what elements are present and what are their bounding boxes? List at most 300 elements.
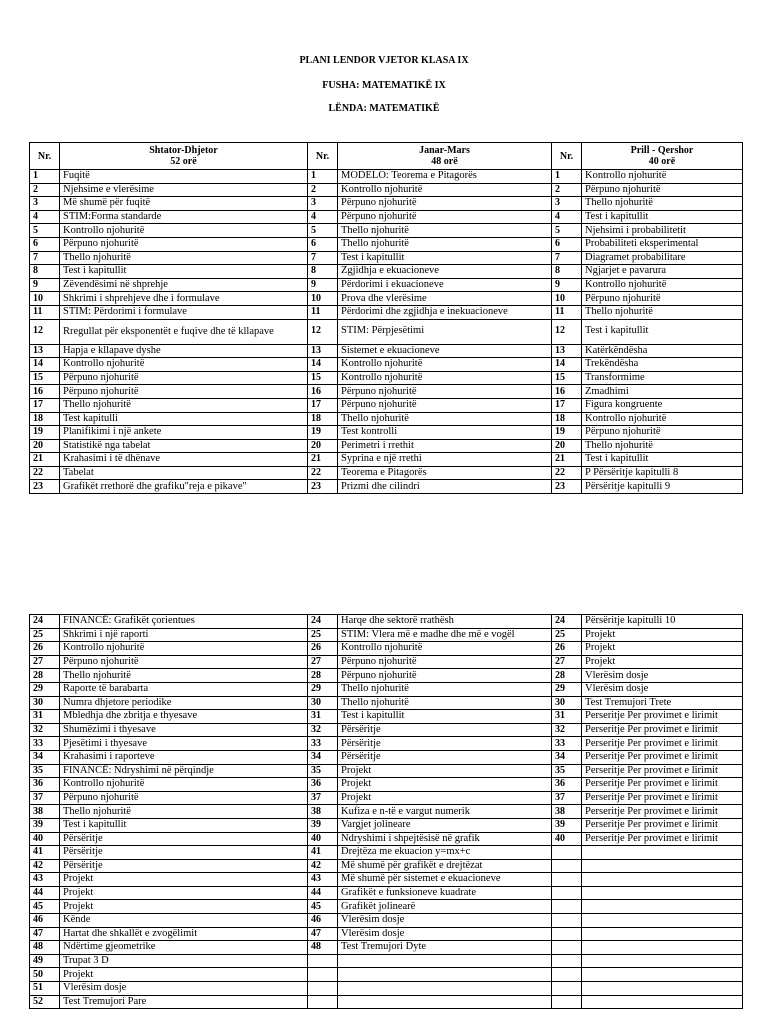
table-row [30, 900, 743, 914]
table-row [30, 805, 743, 819]
topic-cell: Më shumë për sistemet e ekuacioneve [338, 873, 552, 887]
topic-cell: Rregullat për eksponentët e fuqive dhe të kllapave [60, 319, 308, 344]
topic-cell: Projekt [60, 886, 308, 900]
nr-cell: 28 [30, 669, 60, 683]
nr-cell: 27 [308, 655, 338, 669]
nr-cell: 18 [552, 412, 582, 426]
nr-cell: 19 [552, 426, 582, 440]
nr-cell [552, 846, 582, 860]
nr-cell [308, 954, 338, 968]
nr-cell: 12 [552, 319, 582, 344]
nr-cell: 33 [30, 737, 60, 751]
topic-cell: Përsëritje [60, 832, 308, 846]
nr-cell: 29 [308, 682, 338, 696]
nr-cell: 20 [308, 439, 338, 453]
nr-cell: 40 [308, 832, 338, 846]
nr-cell: 6 [552, 237, 582, 251]
topic-cell: Projekt [60, 873, 308, 887]
nr-cell: 25 [30, 628, 60, 642]
topic-cell: Test i kapitullit [582, 210, 743, 224]
topic-cell: Trupat 3 D [60, 954, 308, 968]
topic-cell: Perseritje Per provimet e lirimit [582, 750, 743, 764]
topic-cell [338, 995, 552, 1009]
topic-cell [582, 859, 743, 873]
nr-cell: 19 [30, 426, 60, 440]
topic-cell: Mbledhja dhe zbritja e thyesave [60, 710, 308, 724]
table-row [30, 954, 743, 968]
table-row [30, 873, 743, 887]
topic-cell: Perseritje Per provimet e lirimit [582, 832, 743, 846]
nr-cell: 17 [308, 398, 338, 412]
nr-cell: 24 [30, 615, 60, 629]
topic-cell: Përsëritje [338, 737, 552, 751]
nr-cell: 52 [30, 995, 60, 1009]
nr-cell: 50 [30, 968, 60, 982]
topic-cell: Më shumë për grafikët e drejtëzat [338, 859, 552, 873]
table-row [30, 224, 743, 238]
topic-cell: Planifikimi i një ankete [60, 426, 308, 440]
nr-cell [552, 927, 582, 941]
topic-cell: Njehsimi i probabilitetit [582, 224, 743, 238]
nr-cell: 30 [308, 696, 338, 710]
nr-header: Nr. [308, 143, 338, 170]
nr-cell: 42 [308, 859, 338, 873]
nr-cell: 13 [308, 344, 338, 358]
topic-cell: Shkrimi i shprehjeve dhe i formulave [60, 292, 308, 306]
nr-cell: 51 [30, 982, 60, 996]
topic-cell: Përpuno njohuritë [338, 210, 552, 224]
nr-cell: 41 [308, 846, 338, 860]
nr-cell: 11 [308, 305, 338, 319]
topic-cell: Përsëritje kapitulli 10 [582, 615, 743, 629]
topic-cell: MODELO: Teorema e Pitagorës [338, 170, 552, 184]
topic-cell: Shumëzimi i thyesave [60, 723, 308, 737]
nr-cell: 44 [30, 886, 60, 900]
table-row [30, 265, 743, 279]
nr-cell: 48 [308, 941, 338, 955]
topic-cell [582, 846, 743, 860]
nr-cell: 9 [552, 278, 582, 292]
nr-cell: 44 [308, 886, 338, 900]
topic-cell: Test i kapitullit [60, 265, 308, 279]
topic-cell: Përpuno njohuritë [338, 655, 552, 669]
topic-cell: Përpuno njohuritë [60, 791, 308, 805]
nr-cell: 15 [552, 371, 582, 385]
table-row [30, 278, 743, 292]
topic-cell: Kontrollo njohuritë [338, 642, 552, 656]
topic-cell: Përdorimi i ekuacioneve [338, 278, 552, 292]
nr-cell: 2 [308, 183, 338, 197]
nr-cell [552, 941, 582, 955]
nr-cell: 34 [30, 750, 60, 764]
topic-cell: Pjesëtimi i thyesave [60, 737, 308, 751]
nr-cell: 4 [552, 210, 582, 224]
nr-cell: 19 [308, 426, 338, 440]
nr-header: Nr. [30, 143, 60, 170]
nr-cell: 4 [308, 210, 338, 224]
nr-cell: 6 [30, 237, 60, 251]
topic-cell: Vlerësim dosje [582, 669, 743, 683]
topic-cell: Përpuno njohuritë [338, 197, 552, 211]
nr-cell: 21 [552, 453, 582, 467]
table-row [30, 371, 743, 385]
nr-cell: 23 [308, 480, 338, 494]
topic-cell: Perseritje Per provimet e lirimit [582, 764, 743, 778]
topic-cell: Kontrollo njohuritë [582, 278, 743, 292]
nr-cell: 37 [552, 791, 582, 805]
nr-cell: 37 [308, 791, 338, 805]
table-row [30, 846, 743, 860]
topic-cell: STIM: Përpjesëtimi [338, 319, 552, 344]
nr-cell: 39 [30, 818, 60, 832]
topic-cell: Kontrollo njohuritë [338, 183, 552, 197]
nr-cell: 18 [308, 412, 338, 426]
topic-cell: Kontrollo njohuritë [338, 358, 552, 372]
topic-cell: Thello njohuritë [338, 237, 552, 251]
topic-cell: Përpuno njohuritë [60, 371, 308, 385]
topic-cell: Vlerësim dosje [338, 914, 552, 928]
topic-cell: Kontrollo njohuritë [60, 642, 308, 656]
topic-cell: Përpuno njohuritë [60, 655, 308, 669]
table-row [30, 398, 743, 412]
topic-cell: Fuqitë [60, 170, 308, 184]
nr-cell: 28 [308, 669, 338, 683]
nr-cell: 1 [552, 170, 582, 184]
nr-cell [552, 982, 582, 996]
table-row [30, 750, 743, 764]
nr-cell: 39 [308, 818, 338, 832]
topic-cell: Perseritje Per provimet e lirimit [582, 778, 743, 792]
table-row [30, 210, 743, 224]
nr-cell: 5 [30, 224, 60, 238]
topic-cell: Perseritje Per provimet e lirimit [582, 737, 743, 751]
topic-cell: Përsëritje [60, 859, 308, 873]
topic-cell [582, 900, 743, 914]
nr-cell: 31 [308, 710, 338, 724]
table-row [30, 791, 743, 805]
table-row [30, 832, 743, 846]
topic-cell: Thello njohuritë [338, 696, 552, 710]
topic-cell: Drejtëza me ekuacion y=mx+c [338, 846, 552, 860]
topic-cell: Përpuno njohuritë [582, 292, 743, 306]
topic-cell: Kontrollo njohuritë [582, 170, 743, 184]
nr-cell: 1 [30, 170, 60, 184]
nr-cell [308, 968, 338, 982]
table-row [30, 305, 743, 319]
topic-cell [582, 914, 743, 928]
nr-cell: 36 [30, 778, 60, 792]
table-row [30, 655, 743, 669]
topic-cell: Krahasimi i të dhënave [60, 453, 308, 467]
nr-cell: 11 [552, 305, 582, 319]
topic-cell [582, 968, 743, 982]
topic-cell: Krahasimi i raporteve [60, 750, 308, 764]
nr-cell: 1 [308, 170, 338, 184]
topic-cell: Projekt [338, 764, 552, 778]
nr-cell [308, 982, 338, 996]
nr-cell: 39 [552, 818, 582, 832]
period-3-header: Prill - Qershor 40 orë [582, 143, 743, 170]
topic-cell: Përsëritje [338, 723, 552, 737]
topic-cell [338, 982, 552, 996]
topic-cell: Përpuno njohuritë [338, 398, 552, 412]
table-row [30, 927, 743, 941]
nr-cell: 8 [308, 265, 338, 279]
table-row [30, 170, 743, 184]
nr-cell: 47 [308, 927, 338, 941]
topic-cell: Thello njohuritë [60, 398, 308, 412]
nr-cell: 29 [552, 682, 582, 696]
table-row [30, 480, 743, 494]
nr-cell: 38 [308, 805, 338, 819]
topic-cell: Test kapitulli [60, 412, 308, 426]
topic-cell: Zmadhimi [582, 385, 743, 399]
table-row [30, 183, 743, 197]
nr-cell [552, 954, 582, 968]
topic-cell: Zgjidhja e ekuacioneve [338, 265, 552, 279]
nr-cell: 47 [30, 927, 60, 941]
nr-cell: 21 [308, 453, 338, 467]
nr-cell: 17 [30, 398, 60, 412]
topic-cell: Statistikë nga tabelat [60, 439, 308, 453]
table-row [30, 251, 743, 265]
topic-cell: Grafikët e funksioneve kuadrate [338, 886, 552, 900]
topic-cell: Numra dhjetore periodike [60, 696, 308, 710]
topic-cell: Probabiliteti eksperimental [582, 237, 743, 251]
nr-cell: 4 [30, 210, 60, 224]
topic-cell: Vlerësim dosje [60, 982, 308, 996]
topic-cell: Hapja e kllapave dyshe [60, 344, 308, 358]
nr-cell: 45 [30, 900, 60, 914]
nr-cell: 14 [308, 358, 338, 372]
table-row [30, 466, 743, 480]
topic-cell: Perimetri i rrethit [338, 439, 552, 453]
nr-cell: 48 [30, 941, 60, 955]
topic-cell: Thello njohuritë [60, 669, 308, 683]
nr-cell: 13 [552, 344, 582, 358]
topic-cell: Përsëritje kapitulli 9 [582, 480, 743, 494]
nr-cell: 23 [552, 480, 582, 494]
nr-cell: 14 [552, 358, 582, 372]
table-row [30, 995, 743, 1009]
period-2-header: Janar-Mars 48 orë [338, 143, 552, 170]
table-row [30, 426, 743, 440]
topic-cell: Thello njohuritë [338, 224, 552, 238]
nr-cell: 34 [552, 750, 582, 764]
topic-cell: Thello njohuritë [582, 305, 743, 319]
topic-cell: Përsëritje [338, 750, 552, 764]
nr-cell: 3 [308, 197, 338, 211]
table-row [30, 682, 743, 696]
nr-cell: 34 [308, 750, 338, 764]
topic-cell: Njehsime e vlerësime [60, 183, 308, 197]
topic-cell: Ngjarjet e pavarura [582, 265, 743, 279]
table-row [30, 968, 743, 982]
nr-cell: 10 [30, 292, 60, 306]
topic-cell: Test Tremujori Dyte [338, 941, 552, 955]
topic-cell: FINANCË: Ndryshimi në përqindje [60, 764, 308, 778]
topic-cell: Test i kapitullit [582, 319, 743, 344]
topic-cell: Projekt [582, 655, 743, 669]
topic-cell: Projekt [60, 900, 308, 914]
topic-cell: Projekt [582, 642, 743, 656]
nr-cell: 20 [552, 439, 582, 453]
nr-cell [552, 886, 582, 900]
table-row [30, 344, 743, 358]
topic-cell: Hartat dhe shkallët e zvogëlimit [60, 927, 308, 941]
nr-cell: 28 [552, 669, 582, 683]
table-row [30, 439, 743, 453]
topic-cell: Projekt [338, 778, 552, 792]
plan-table-part-2 [29, 614, 743, 1009]
topic-cell [582, 982, 743, 996]
table-row [30, 237, 743, 251]
table-row [30, 669, 743, 683]
nr-cell: 18 [30, 412, 60, 426]
nr-cell: 25 [552, 628, 582, 642]
topic-cell: Test i kapitullit [60, 818, 308, 832]
topic-cell [582, 954, 743, 968]
nr-cell: 8 [552, 265, 582, 279]
table-row [30, 941, 743, 955]
table-row [30, 723, 743, 737]
nr-cell: 45 [308, 900, 338, 914]
topic-cell: Transformime [582, 371, 743, 385]
topic-cell: Sistemet e ekuacioneve [338, 344, 552, 358]
nr-cell: 13 [30, 344, 60, 358]
nr-cell: 36 [308, 778, 338, 792]
nr-cell: 7 [308, 251, 338, 265]
topic-cell: Përpuno njohuritë [582, 426, 743, 440]
nr-cell: 25 [308, 628, 338, 642]
topic-cell: Perseritje Per provimet e lirimit [582, 818, 743, 832]
nr-cell: 15 [308, 371, 338, 385]
nr-cell: 35 [552, 764, 582, 778]
nr-cell: 22 [552, 466, 582, 480]
table-row [30, 737, 743, 751]
topic-cell: Përpuno njohuritë [338, 385, 552, 399]
table-row [30, 412, 743, 426]
nr-cell: 27 [552, 655, 582, 669]
nr-cell [552, 995, 582, 1009]
nr-cell: 10 [308, 292, 338, 306]
nr-cell: 16 [552, 385, 582, 399]
topic-cell: Thello njohuritë [338, 412, 552, 426]
nr-cell: 32 [552, 723, 582, 737]
topic-cell: Më shumë për fuqitë [60, 197, 308, 211]
topic-cell: Ndryshimi i shpejtësisë në grafik [338, 832, 552, 846]
topic-cell [582, 995, 743, 1009]
nr-cell: 38 [552, 805, 582, 819]
nr-cell: 49 [30, 954, 60, 968]
nr-cell: 24 [308, 615, 338, 629]
topic-cell: Perseritje Per provimet e lirimit [582, 723, 743, 737]
topic-cell: FINANCË: Grafikët çorientues [60, 615, 308, 629]
nr-cell [308, 995, 338, 1009]
nr-cell: 11 [30, 305, 60, 319]
nr-cell: 46 [308, 914, 338, 928]
nr-cell: 36 [552, 778, 582, 792]
topic-cell: Përdorimi dhe zgjidhja e inekuacioneve [338, 305, 552, 319]
topic-cell: STIM: Vlera më e madhe dhe më e vogël [338, 628, 552, 642]
topic-cell: Thello njohuritë [582, 197, 743, 211]
topic-cell: Kontrollo njohuritë [60, 358, 308, 372]
topic-cell: Kufiza e n-të e vargut numerik [338, 805, 552, 819]
nr-cell: 29 [30, 682, 60, 696]
nr-cell: 10 [552, 292, 582, 306]
nr-cell: 38 [30, 805, 60, 819]
table-row [30, 615, 743, 629]
topic-cell [582, 873, 743, 887]
topic-cell: STIM: Përdorimi i formulave [60, 305, 308, 319]
topic-cell: Vlerësim dosje [582, 682, 743, 696]
topic-cell: Diagramet probabilitare [582, 251, 743, 265]
topic-cell: Thello njohuritë [60, 805, 308, 819]
table-row [30, 358, 743, 372]
nr-cell: 9 [30, 278, 60, 292]
nr-cell [552, 968, 582, 982]
topic-cell: Grafikët rrethorë dhe grafiku"reja e pikave" [60, 480, 308, 494]
topic-cell: Tabelat [60, 466, 308, 480]
nr-cell: 33 [308, 737, 338, 751]
topic-cell: Prova dhe vlerësime [338, 292, 552, 306]
topic-cell: Ndërtime gjeometrike [60, 941, 308, 955]
table-row [30, 710, 743, 724]
topic-cell [582, 941, 743, 955]
nr-cell: 12 [30, 319, 60, 344]
nr-header: Nr. [552, 143, 582, 170]
topic-cell: Perseritje Per provimet e lirimit [582, 805, 743, 819]
topic-cell: Vlerësim dosje [338, 927, 552, 941]
table-row [30, 385, 743, 399]
nr-cell: 40 [30, 832, 60, 846]
nr-cell [552, 873, 582, 887]
table-row [30, 628, 743, 642]
topic-cell [582, 886, 743, 900]
nr-cell: 3 [30, 197, 60, 211]
subject-subtitle: LËNDA: MATEMATIKË [328, 103, 440, 114]
field-subtitle: FUSHA: MATEMATIKË IX [322, 80, 446, 91]
nr-cell: 6 [308, 237, 338, 251]
topic-cell: Thello njohuritë [582, 439, 743, 453]
nr-cell: 7 [552, 251, 582, 265]
table-row [30, 886, 743, 900]
nr-cell: 2 [552, 183, 582, 197]
table-row [30, 859, 743, 873]
topic-cell: Test i kapitullit [582, 453, 743, 467]
nr-cell: 42 [30, 859, 60, 873]
plan-table-part-1 [29, 142, 743, 494]
nr-cell: 5 [308, 224, 338, 238]
topic-cell: Thello njohuritë [338, 682, 552, 696]
topic-cell: Kontrollo njohuritë [60, 778, 308, 792]
nr-cell: 32 [308, 723, 338, 737]
topic-cell: Test Tremujori Trete [582, 696, 743, 710]
nr-cell: 37 [30, 791, 60, 805]
topic-cell: Kontrollo njohuritë [60, 224, 308, 238]
topic-cell: Projekt [582, 628, 743, 642]
nr-cell: 33 [552, 737, 582, 751]
topic-cell: Test i kapitullit [338, 251, 552, 265]
topic-cell: Përpuno njohuritë [60, 385, 308, 399]
nr-cell: 8 [30, 265, 60, 279]
topic-cell [338, 954, 552, 968]
topic-cell: Kontrollo njohuritë [338, 371, 552, 385]
nr-cell: 16 [30, 385, 60, 399]
table-row [30, 319, 743, 344]
topic-cell: Test Tremujori Pare [60, 995, 308, 1009]
nr-cell: 7 [30, 251, 60, 265]
